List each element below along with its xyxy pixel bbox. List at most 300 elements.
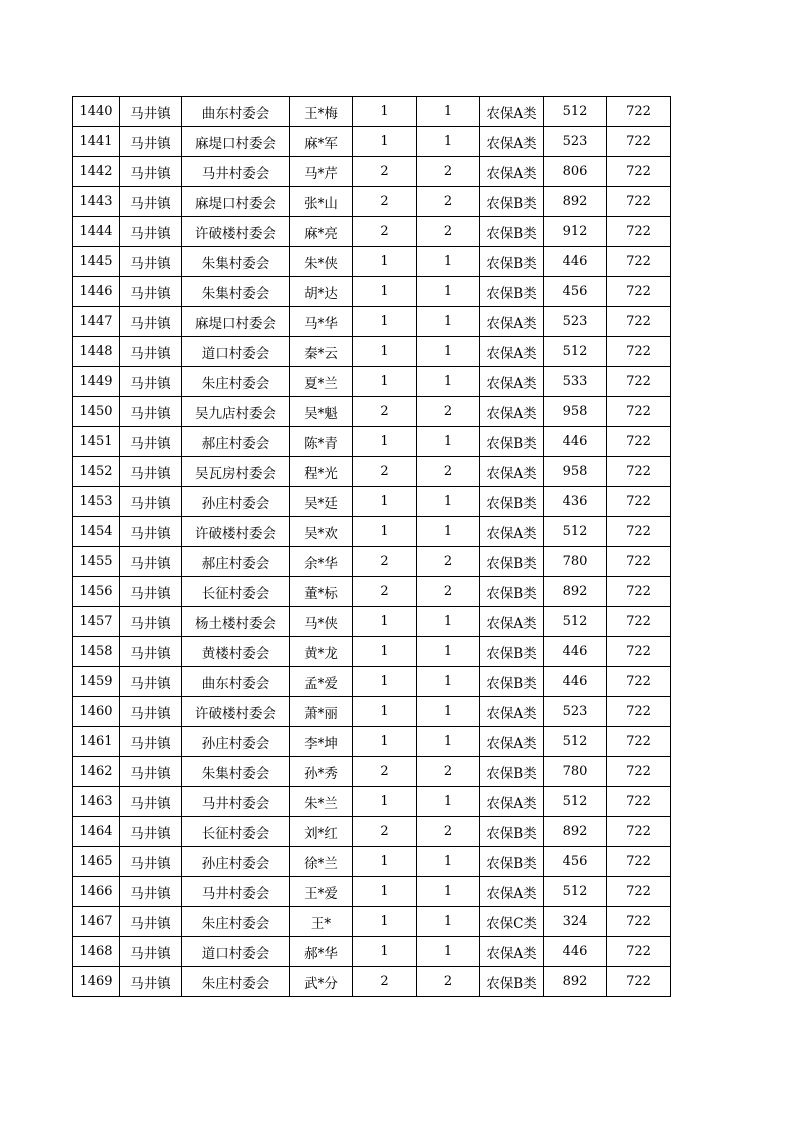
cell-row-number: 1450 bbox=[73, 397, 120, 427]
cell-row-number: 1451 bbox=[73, 427, 120, 457]
table-row bbox=[73, 217, 671, 247]
cell-amount: 324 bbox=[544, 907, 607, 937]
cell-village-committee: 吴瓦房村委会 bbox=[182, 457, 290, 487]
cell-standard: 722 bbox=[607, 877, 671, 907]
cell-town: 马井镇 bbox=[120, 877, 182, 907]
cell-count-b: 2 bbox=[417, 577, 480, 607]
cell-insurance-type: 农保B类 bbox=[480, 817, 544, 847]
cell-count-a: 2 bbox=[353, 757, 417, 787]
cell-village-committee: 麻堤口村委会 bbox=[182, 127, 290, 157]
cell-town: 马井镇 bbox=[120, 637, 182, 667]
cell-town: 马井镇 bbox=[120, 847, 182, 877]
cell-count-a: 2 bbox=[353, 817, 417, 847]
cell-row-number: 1463 bbox=[73, 787, 120, 817]
cell-count-a: 2 bbox=[353, 577, 417, 607]
cell-count-b: 1 bbox=[417, 517, 480, 547]
cell-count-a: 1 bbox=[353, 367, 417, 397]
cell-person-name: 马*华 bbox=[290, 307, 353, 337]
cell-count-b: 1 bbox=[417, 727, 480, 757]
cell-standard: 722 bbox=[607, 757, 671, 787]
cell-standard: 722 bbox=[607, 937, 671, 967]
table-row bbox=[73, 517, 671, 547]
cell-count-a: 1 bbox=[353, 667, 417, 697]
cell-village-committee: 长征村委会 bbox=[182, 577, 290, 607]
table-row bbox=[73, 967, 671, 997]
cell-row-number: 1440 bbox=[73, 97, 120, 127]
cell-town: 马井镇 bbox=[120, 757, 182, 787]
cell-standard: 722 bbox=[607, 337, 671, 367]
cell-person-name: 王*爱 bbox=[290, 877, 353, 907]
cell-count-b: 1 bbox=[417, 937, 480, 967]
table-row bbox=[73, 187, 671, 217]
cell-count-a: 1 bbox=[353, 787, 417, 817]
table-row bbox=[73, 667, 671, 697]
cell-village-committee: 许破楼村委会 bbox=[182, 697, 290, 727]
cell-person-name: 胡*达 bbox=[290, 277, 353, 307]
cell-standard: 722 bbox=[607, 217, 671, 247]
cell-amount: 892 bbox=[544, 577, 607, 607]
cell-town: 马井镇 bbox=[120, 217, 182, 247]
cell-standard: 722 bbox=[607, 847, 671, 877]
cell-row-number: 1464 bbox=[73, 817, 120, 847]
cell-standard: 722 bbox=[607, 157, 671, 187]
cell-amount: 512 bbox=[544, 607, 607, 637]
table-row bbox=[73, 457, 671, 487]
cell-amount: 958 bbox=[544, 457, 607, 487]
cell-insurance-type: 农保A类 bbox=[480, 127, 544, 157]
cell-town: 马井镇 bbox=[120, 727, 182, 757]
cell-count-b: 2 bbox=[417, 547, 480, 577]
cell-town: 马井镇 bbox=[120, 277, 182, 307]
cell-village-committee: 马井村委会 bbox=[182, 877, 290, 907]
cell-town: 马井镇 bbox=[120, 517, 182, 547]
cell-insurance-type: 农保A类 bbox=[480, 697, 544, 727]
cell-insurance-type: 农保B类 bbox=[480, 277, 544, 307]
cell-amount: 533 bbox=[544, 367, 607, 397]
cell-village-committee: 孙庄村委会 bbox=[182, 727, 290, 757]
table-row bbox=[73, 607, 671, 637]
cell-insurance-type: 农保B类 bbox=[480, 427, 544, 457]
table-body bbox=[73, 97, 671, 997]
cell-count-b: 2 bbox=[417, 457, 480, 487]
cell-village-committee: 朱庄村委会 bbox=[182, 367, 290, 397]
cell-count-b: 1 bbox=[417, 97, 480, 127]
cell-row-number: 1446 bbox=[73, 277, 120, 307]
cell-person-name: 孟*爱 bbox=[290, 667, 353, 697]
cell-person-name: 张*山 bbox=[290, 187, 353, 217]
cell-row-number: 1447 bbox=[73, 307, 120, 337]
table-row bbox=[73, 847, 671, 877]
table-row bbox=[73, 697, 671, 727]
cell-town: 马井镇 bbox=[120, 547, 182, 577]
cell-amount: 892 bbox=[544, 187, 607, 217]
cell-insurance-type: 农保B类 bbox=[480, 667, 544, 697]
cell-insurance-type: 农保B类 bbox=[480, 187, 544, 217]
cell-person-name: 王* bbox=[290, 907, 353, 937]
cell-standard: 722 bbox=[607, 247, 671, 277]
cell-count-b: 2 bbox=[417, 967, 480, 997]
cell-count-b: 1 bbox=[417, 277, 480, 307]
cell-count-b: 1 bbox=[417, 307, 480, 337]
cell-count-b: 1 bbox=[417, 787, 480, 817]
cell-amount: 512 bbox=[544, 337, 607, 367]
table-row bbox=[73, 397, 671, 427]
cell-town: 马井镇 bbox=[120, 97, 182, 127]
cell-count-b: 1 bbox=[417, 337, 480, 367]
table-row bbox=[73, 577, 671, 607]
cell-town: 马井镇 bbox=[120, 157, 182, 187]
table-row bbox=[73, 157, 671, 187]
cell-insurance-type: 农保A类 bbox=[480, 397, 544, 427]
cell-person-name: 程*光 bbox=[290, 457, 353, 487]
cell-count-b: 1 bbox=[417, 877, 480, 907]
cell-standard: 722 bbox=[607, 697, 671, 727]
cell-village-committee: 许破楼村委会 bbox=[182, 217, 290, 247]
cell-village-committee: 许破楼村委会 bbox=[182, 517, 290, 547]
cell-amount: 780 bbox=[544, 757, 607, 787]
cell-count-b: 2 bbox=[417, 217, 480, 247]
cell-insurance-type: 农保B类 bbox=[480, 547, 544, 577]
cell-count-a: 2 bbox=[353, 457, 417, 487]
cell-amount: 446 bbox=[544, 247, 607, 277]
cell-count-b: 2 bbox=[417, 397, 480, 427]
cell-person-name: 余*华 bbox=[290, 547, 353, 577]
cell-amount: 512 bbox=[544, 517, 607, 547]
cell-row-number: 1441 bbox=[73, 127, 120, 157]
cell-row-number: 1453 bbox=[73, 487, 120, 517]
cell-count-a: 2 bbox=[353, 547, 417, 577]
cell-amount: 436 bbox=[544, 487, 607, 517]
cell-insurance-type: 农保B类 bbox=[480, 847, 544, 877]
table-row bbox=[73, 427, 671, 457]
cell-row-number: 1456 bbox=[73, 577, 120, 607]
cell-village-committee: 郝庄村委会 bbox=[182, 547, 290, 577]
cell-village-committee: 曲东村委会 bbox=[182, 667, 290, 697]
cell-insurance-type: 农保B类 bbox=[480, 637, 544, 667]
cell-count-b: 2 bbox=[417, 187, 480, 217]
cell-count-b: 1 bbox=[417, 697, 480, 727]
cell-town: 马井镇 bbox=[120, 697, 182, 727]
cell-count-b: 1 bbox=[417, 607, 480, 637]
table-row bbox=[73, 547, 671, 577]
cell-standard: 722 bbox=[607, 907, 671, 937]
cell-person-name: 吴*魁 bbox=[290, 397, 353, 427]
cell-person-name: 孙*秀 bbox=[290, 757, 353, 787]
cell-town: 马井镇 bbox=[120, 607, 182, 637]
cell-row-number: 1457 bbox=[73, 607, 120, 637]
table-row bbox=[73, 817, 671, 847]
cell-person-name: 王*梅 bbox=[290, 97, 353, 127]
cell-count-a: 1 bbox=[353, 487, 417, 517]
cell-insurance-type: 农保B类 bbox=[480, 577, 544, 607]
table-row bbox=[73, 487, 671, 517]
cell-standard: 722 bbox=[607, 547, 671, 577]
cell-count-a: 2 bbox=[353, 157, 417, 187]
cell-row-number: 1454 bbox=[73, 517, 120, 547]
cell-village-committee: 长征村委会 bbox=[182, 817, 290, 847]
cell-person-name: 萧*丽 bbox=[290, 697, 353, 727]
cell-town: 马井镇 bbox=[120, 487, 182, 517]
cell-amount: 892 bbox=[544, 967, 607, 997]
cell-count-a: 1 bbox=[353, 937, 417, 967]
cell-insurance-type: 农保B类 bbox=[480, 247, 544, 277]
cell-standard: 722 bbox=[607, 517, 671, 547]
cell-row-number: 1452 bbox=[73, 457, 120, 487]
cell-count-a: 1 bbox=[353, 427, 417, 457]
cell-town: 马井镇 bbox=[120, 397, 182, 427]
cell-person-name: 吴*欢 bbox=[290, 517, 353, 547]
cell-standard: 722 bbox=[607, 487, 671, 517]
cell-insurance-type: 农保A类 bbox=[480, 517, 544, 547]
cell-count-a: 1 bbox=[353, 877, 417, 907]
cell-amount: 892 bbox=[544, 817, 607, 847]
cell-count-a: 1 bbox=[353, 607, 417, 637]
cell-person-name: 武*分 bbox=[290, 967, 353, 997]
cell-count-a: 1 bbox=[353, 307, 417, 337]
cell-person-name: 马*侠 bbox=[290, 607, 353, 637]
cell-amount: 523 bbox=[544, 127, 607, 157]
cell-count-a: 1 bbox=[353, 337, 417, 367]
cell-count-b: 1 bbox=[417, 427, 480, 457]
cell-count-b: 1 bbox=[417, 667, 480, 697]
cell-row-number: 1444 bbox=[73, 217, 120, 247]
cell-insurance-type: 农保A类 bbox=[480, 337, 544, 367]
cell-insurance-type: 农保A类 bbox=[480, 877, 544, 907]
cell-amount: 456 bbox=[544, 277, 607, 307]
cell-town: 马井镇 bbox=[120, 367, 182, 397]
cell-village-committee: 郝庄村委会 bbox=[182, 427, 290, 457]
cell-village-committee: 朱庄村委会 bbox=[182, 967, 290, 997]
table-row bbox=[73, 367, 671, 397]
cell-amount: 446 bbox=[544, 427, 607, 457]
cell-insurance-type: 农保B类 bbox=[480, 217, 544, 247]
cell-town: 马井镇 bbox=[120, 817, 182, 847]
table-row bbox=[73, 787, 671, 817]
cell-count-a: 1 bbox=[353, 847, 417, 877]
cell-row-number: 1469 bbox=[73, 967, 120, 997]
cell-village-committee: 马井村委会 bbox=[182, 787, 290, 817]
cell-standard: 722 bbox=[607, 277, 671, 307]
cell-village-committee: 吴九店村委会 bbox=[182, 397, 290, 427]
cell-amount: 512 bbox=[544, 787, 607, 817]
cell-row-number: 1449 bbox=[73, 367, 120, 397]
cell-count-a: 2 bbox=[353, 187, 417, 217]
cell-count-a: 1 bbox=[353, 907, 417, 937]
cell-village-committee: 朱集村委会 bbox=[182, 277, 290, 307]
cell-row-number: 1448 bbox=[73, 337, 120, 367]
cell-town: 马井镇 bbox=[120, 667, 182, 697]
cell-amount: 446 bbox=[544, 667, 607, 697]
cell-standard: 722 bbox=[607, 457, 671, 487]
cell-row-number: 1465 bbox=[73, 847, 120, 877]
cell-town: 马井镇 bbox=[120, 247, 182, 277]
cell-count-a: 2 bbox=[353, 397, 417, 427]
cell-amount: 512 bbox=[544, 727, 607, 757]
cell-count-a: 2 bbox=[353, 967, 417, 997]
table-row bbox=[73, 247, 671, 277]
cell-village-committee: 朱集村委会 bbox=[182, 247, 290, 277]
cell-standard: 722 bbox=[607, 637, 671, 667]
table-row bbox=[73, 877, 671, 907]
cell-standard: 722 bbox=[607, 397, 671, 427]
cell-count-b: 2 bbox=[417, 757, 480, 787]
cell-person-name: 麻*军 bbox=[290, 127, 353, 157]
table-row bbox=[73, 307, 671, 337]
cell-insurance-type: 农保C类 bbox=[480, 907, 544, 937]
cell-standard: 722 bbox=[607, 607, 671, 637]
cell-amount: 780 bbox=[544, 547, 607, 577]
cell-person-name: 麻*亮 bbox=[290, 217, 353, 247]
cell-row-number: 1442 bbox=[73, 157, 120, 187]
cell-amount: 523 bbox=[544, 307, 607, 337]
cell-person-name: 徐*兰 bbox=[290, 847, 353, 877]
table-row bbox=[73, 937, 671, 967]
cell-village-committee: 孙庄村委会 bbox=[182, 487, 290, 517]
cell-row-number: 1466 bbox=[73, 877, 120, 907]
cell-count-b: 1 bbox=[417, 367, 480, 397]
cell-insurance-type: 农保B类 bbox=[480, 967, 544, 997]
cell-count-a: 2 bbox=[353, 217, 417, 247]
cell-person-name: 朱*侠 bbox=[290, 247, 353, 277]
cell-village-committee: 麻堤口村委会 bbox=[182, 187, 290, 217]
cell-village-committee: 杨土楼村委会 bbox=[182, 607, 290, 637]
cell-insurance-type: 农保B类 bbox=[480, 757, 544, 787]
table-row bbox=[73, 277, 671, 307]
table-row bbox=[73, 127, 671, 157]
cell-row-number: 1460 bbox=[73, 697, 120, 727]
cell-standard: 722 bbox=[607, 127, 671, 157]
cell-standard: 722 bbox=[607, 427, 671, 457]
cell-town: 马井镇 bbox=[120, 457, 182, 487]
cell-standard: 722 bbox=[607, 577, 671, 607]
cell-town: 马井镇 bbox=[120, 907, 182, 937]
cell-amount: 446 bbox=[544, 937, 607, 967]
cell-village-committee: 朱庄村委会 bbox=[182, 907, 290, 937]
table-row bbox=[73, 637, 671, 667]
cell-town: 马井镇 bbox=[120, 937, 182, 967]
table-row bbox=[73, 907, 671, 937]
cell-insurance-type: 农保B类 bbox=[480, 487, 544, 517]
cell-town: 马井镇 bbox=[120, 187, 182, 217]
cell-count-a: 1 bbox=[353, 277, 417, 307]
cell-town: 马井镇 bbox=[120, 577, 182, 607]
cell-standard: 722 bbox=[607, 727, 671, 757]
cell-row-number: 1455 bbox=[73, 547, 120, 577]
cell-insurance-type: 农保A类 bbox=[480, 727, 544, 757]
cell-count-b: 1 bbox=[417, 847, 480, 877]
cell-row-number: 1443 bbox=[73, 187, 120, 217]
table-row bbox=[73, 337, 671, 367]
cell-standard: 722 bbox=[607, 307, 671, 337]
cell-amount: 512 bbox=[544, 877, 607, 907]
cell-row-number: 1459 bbox=[73, 667, 120, 697]
cell-town: 马井镇 bbox=[120, 307, 182, 337]
cell-insurance-type: 农保A类 bbox=[480, 97, 544, 127]
table-row bbox=[73, 727, 671, 757]
cell-count-a: 1 bbox=[353, 727, 417, 757]
cell-count-a: 1 bbox=[353, 697, 417, 727]
cell-standard: 722 bbox=[607, 967, 671, 997]
cell-row-number: 1445 bbox=[73, 247, 120, 277]
cell-village-committee: 麻堤口村委会 bbox=[182, 307, 290, 337]
cell-insurance-type: 农保A类 bbox=[480, 367, 544, 397]
cell-village-committee: 孙庄村委会 bbox=[182, 847, 290, 877]
cell-person-name: 李*坤 bbox=[290, 727, 353, 757]
cell-insurance-type: 农保A类 bbox=[480, 787, 544, 817]
cell-count-b: 1 bbox=[417, 127, 480, 157]
cell-village-committee: 黄楼村委会 bbox=[182, 637, 290, 667]
cell-row-number: 1467 bbox=[73, 907, 120, 937]
cell-person-name: 吴*廷 bbox=[290, 487, 353, 517]
cell-amount: 446 bbox=[544, 637, 607, 667]
cell-person-name: 刘*红 bbox=[290, 817, 353, 847]
cell-standard: 722 bbox=[607, 97, 671, 127]
cell-count-a: 1 bbox=[353, 517, 417, 547]
cell-amount: 912 bbox=[544, 217, 607, 247]
cell-person-name: 董*标 bbox=[290, 577, 353, 607]
cell-count-b: 1 bbox=[417, 487, 480, 517]
cell-town: 马井镇 bbox=[120, 427, 182, 457]
cell-town: 马井镇 bbox=[120, 967, 182, 997]
cell-standard: 722 bbox=[607, 817, 671, 847]
cell-amount: 958 bbox=[544, 397, 607, 427]
cell-person-name: 朱*兰 bbox=[290, 787, 353, 817]
cell-row-number: 1462 bbox=[73, 757, 120, 787]
cell-count-b: 1 bbox=[417, 637, 480, 667]
data-table bbox=[72, 96, 671, 997]
cell-person-name: 夏*兰 bbox=[290, 367, 353, 397]
cell-insurance-type: 农保A类 bbox=[480, 307, 544, 337]
cell-insurance-type: 农保A类 bbox=[480, 937, 544, 967]
cell-person-name: 黄*龙 bbox=[290, 637, 353, 667]
cell-row-number: 1458 bbox=[73, 637, 120, 667]
cell-village-committee: 曲东村委会 bbox=[182, 97, 290, 127]
cell-insurance-type: 农保A类 bbox=[480, 457, 544, 487]
cell-village-committee: 朱集村委会 bbox=[182, 757, 290, 787]
cell-standard: 722 bbox=[607, 367, 671, 397]
cell-count-a: 1 bbox=[353, 127, 417, 157]
cell-person-name: 陈*青 bbox=[290, 427, 353, 457]
cell-person-name: 马*芹 bbox=[290, 157, 353, 187]
cell-town: 马井镇 bbox=[120, 787, 182, 817]
cell-town: 马井镇 bbox=[120, 127, 182, 157]
cell-person-name: 秦*云 bbox=[290, 337, 353, 367]
cell-person-name: 郝*华 bbox=[290, 937, 353, 967]
cell-count-a: 1 bbox=[353, 637, 417, 667]
cell-count-b: 2 bbox=[417, 817, 480, 847]
cell-count-b: 2 bbox=[417, 157, 480, 187]
cell-count-b: 1 bbox=[417, 247, 480, 277]
cell-standard: 722 bbox=[607, 787, 671, 817]
cell-insurance-type: 农保A类 bbox=[480, 607, 544, 637]
cell-town: 马井镇 bbox=[120, 337, 182, 367]
table-row bbox=[73, 97, 671, 127]
cell-amount: 512 bbox=[544, 97, 607, 127]
cell-village-committee: 道口村委会 bbox=[182, 337, 290, 367]
cell-standard: 722 bbox=[607, 667, 671, 697]
cell-amount: 806 bbox=[544, 157, 607, 187]
cell-count-b: 1 bbox=[417, 907, 480, 937]
cell-standard: 722 bbox=[607, 187, 671, 217]
cell-row-number: 1468 bbox=[73, 937, 120, 967]
cell-village-committee: 道口村委会 bbox=[182, 937, 290, 967]
cell-insurance-type: 农保A类 bbox=[480, 157, 544, 187]
cell-row-number: 1461 bbox=[73, 727, 120, 757]
cell-amount: 523 bbox=[544, 697, 607, 727]
cell-village-committee: 马井村委会 bbox=[182, 157, 290, 187]
cell-count-a: 1 bbox=[353, 247, 417, 277]
cell-amount: 456 bbox=[544, 847, 607, 877]
